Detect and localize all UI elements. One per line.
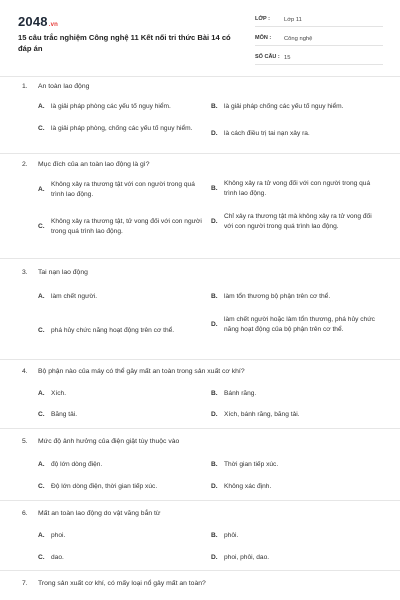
question-number: 4. [22, 368, 28, 375]
option-b[interactable] [211, 460, 381, 470]
option-text: làm chết người. [51, 293, 98, 300]
option-letter: A. [38, 390, 45, 397]
option-b[interactable] [211, 102, 386, 112]
option-text: là giải pháp chống các yếu tố nguy hiểm. [224, 103, 344, 110]
option-c[interactable] [38, 553, 208, 563]
option-a[interactable] [38, 460, 208, 470]
option-d[interactable] [211, 129, 381, 139]
divider [0, 153, 400, 154]
page-header [0, 0, 400, 76]
option-text: phá hủy chức năng hoạt động trên cơ thể. [51, 327, 175, 334]
question-stem [22, 579, 392, 589]
option-text: dao. [51, 554, 64, 561]
question-number: 3. [22, 269, 28, 276]
logo-main-text: 2048 [18, 14, 48, 29]
meta-row-grade [255, 14, 383, 27]
option-text: phoi, phôi, dao. [224, 554, 270, 561]
option-a[interactable] [38, 292, 208, 302]
option-letter: B. [211, 293, 218, 300]
option-letter: C. [38, 327, 45, 334]
option-letter: D. [211, 130, 218, 137]
option-letter: A. [38, 293, 45, 300]
option-text: Chỉ xảy ra thương tật mà không xảy ra tử vong đối với con người trong quá trình lao động. [224, 213, 372, 230]
option-letter: B. [211, 184, 218, 192]
question-number: 1. [22, 83, 28, 90]
option-letter: D. [211, 411, 218, 418]
option-letter: A. [38, 532, 45, 539]
option-letter: A. [38, 461, 45, 468]
divider [0, 359, 400, 360]
option-b[interactable] [211, 531, 381, 541]
option-text: Xích, bánh răng, băng tải. [224, 411, 300, 418]
question-number: 6. [22, 510, 28, 517]
question-text: Mức độ ảnh hưởng của điện giật tùy thuộc vào [38, 438, 180, 445]
option-text: phôi. [224, 532, 239, 539]
option-text: làm tổn thương bộ phận trên cơ thể. [224, 293, 331, 300]
question-list [0, 76, 400, 600]
divider [0, 500, 400, 501]
question-text: Trong sản xuất cơ khí, có mấy loại nổ gây mất an toàn? [38, 580, 206, 587]
option-text: phoi. [51, 532, 66, 539]
question-stem [22, 509, 392, 519]
divider [0, 570, 400, 571]
option-letter: B. [211, 103, 218, 110]
option-b[interactable] [211, 179, 381, 198]
option-a[interactable] [38, 531, 208, 541]
question-number: 2. [22, 161, 28, 168]
option-text: là giải pháp phòng, chống các yếu tố nguy hiểm. [51, 125, 193, 132]
option-letter: D. [211, 554, 218, 561]
meta-value: Lớp 11 [284, 16, 302, 23]
option-b[interactable] [211, 292, 381, 302]
question-number: 7. [22, 580, 28, 587]
meta-value: 15 [284, 54, 291, 61]
question-text: Bộ phận nào của máy có thể gây mất an toàn trong sản xuất cơ khí? [38, 368, 245, 375]
option-text: làm chết người hoặc làm tổn thương, phá hủy chức năng hoạt động của bộ phận trên cơ thể. [224, 316, 375, 333]
meta-row-subject [255, 33, 383, 46]
option-letter: A. [38, 103, 45, 110]
option-letter: B. [211, 532, 218, 539]
option-a[interactable] [38, 180, 208, 199]
option-text: Không xác định. [224, 483, 272, 490]
option-d[interactable] [211, 315, 381, 334]
option-d[interactable] [211, 410, 381, 420]
divider [0, 428, 400, 429]
option-c[interactable] [38, 124, 208, 134]
option-letter: B. [211, 390, 218, 397]
meta-label: MÔN : [255, 35, 272, 42]
option-c[interactable] [38, 217, 208, 236]
option-text: Độ lớn dòng điện, thời gian tiếp xúc. [51, 483, 158, 490]
option-text: Không xảy ra tử vong đối với con người trong quá trình lao động. [224, 180, 371, 197]
option-text: là giải pháp phòng các yếu tố nguy hiểm. [51, 103, 171, 110]
option-text: Bánh răng. [224, 390, 257, 397]
divider [0, 258, 400, 259]
meta-label: SỐ CÂU : [255, 54, 280, 61]
question-stem [22, 367, 392, 377]
logo-suffix-text: .vn [48, 22, 59, 28]
meta-row-count [255, 52, 383, 65]
option-letter: D. [211, 483, 218, 490]
divider [0, 76, 400, 77]
option-letter: A. [38, 185, 45, 193]
question-text: Mất an toàn lao động do vật văng bắn từ [38, 510, 161, 517]
option-text: Xích. [51, 390, 67, 397]
option-letter: C. [38, 554, 45, 561]
option-letter: B. [211, 461, 218, 468]
option-a[interactable] [38, 102, 208, 112]
question-stem [22, 82, 392, 92]
option-letter: C. [38, 411, 45, 418]
option-d[interactable] [211, 482, 381, 492]
option-text: độ lớn dòng điện. [51, 461, 103, 468]
option-letter: C. [38, 483, 45, 490]
option-b[interactable] [211, 389, 381, 399]
meta-value: Công nghệ [284, 35, 313, 42]
question-stem [22, 437, 392, 447]
option-text: Không xảy ra thương tật với con người trong quá trình lao động. [51, 181, 195, 198]
option-d[interactable] [211, 553, 381, 563]
option-a[interactable] [38, 389, 208, 399]
option-c[interactable] [38, 482, 208, 492]
option-letter: C. [38, 222, 45, 230]
option-d[interactable] [211, 212, 381, 231]
site-logo[interactable] [18, 13, 58, 32]
option-letter: D. [211, 320, 218, 328]
option-text: Không xảy ra thương tật, tử vong đối với con người trong quá trình lao động. [51, 218, 202, 235]
document-title: 15 câu trắc nghiệm Công nghệ 11 Kết nối tri thức Bài 14 có đáp án [18, 33, 231, 53]
option-c[interactable] [38, 410, 208, 420]
question-text: Tai nạn lao động [38, 269, 88, 276]
option-c[interactable] [38, 326, 208, 336]
question-text: Mục đích của an toàn lao động là gì? [38, 161, 150, 168]
question-text: An toàn lao động [38, 83, 90, 90]
option-letter: C. [38, 125, 45, 132]
option-text: Băng tải. [51, 411, 78, 418]
meta-label: LỚP : [255, 16, 270, 23]
option-text: Thời gian tiếp xúc. [224, 461, 279, 468]
question-stem [22, 160, 392, 170]
option-text: là cách điều trị tai nạn xảy ra. [224, 130, 310, 137]
quiz-meta [255, 14, 383, 71]
question-number: 5. [22, 438, 28, 445]
question-stem [22, 268, 392, 278]
option-letter: D. [211, 217, 218, 225]
